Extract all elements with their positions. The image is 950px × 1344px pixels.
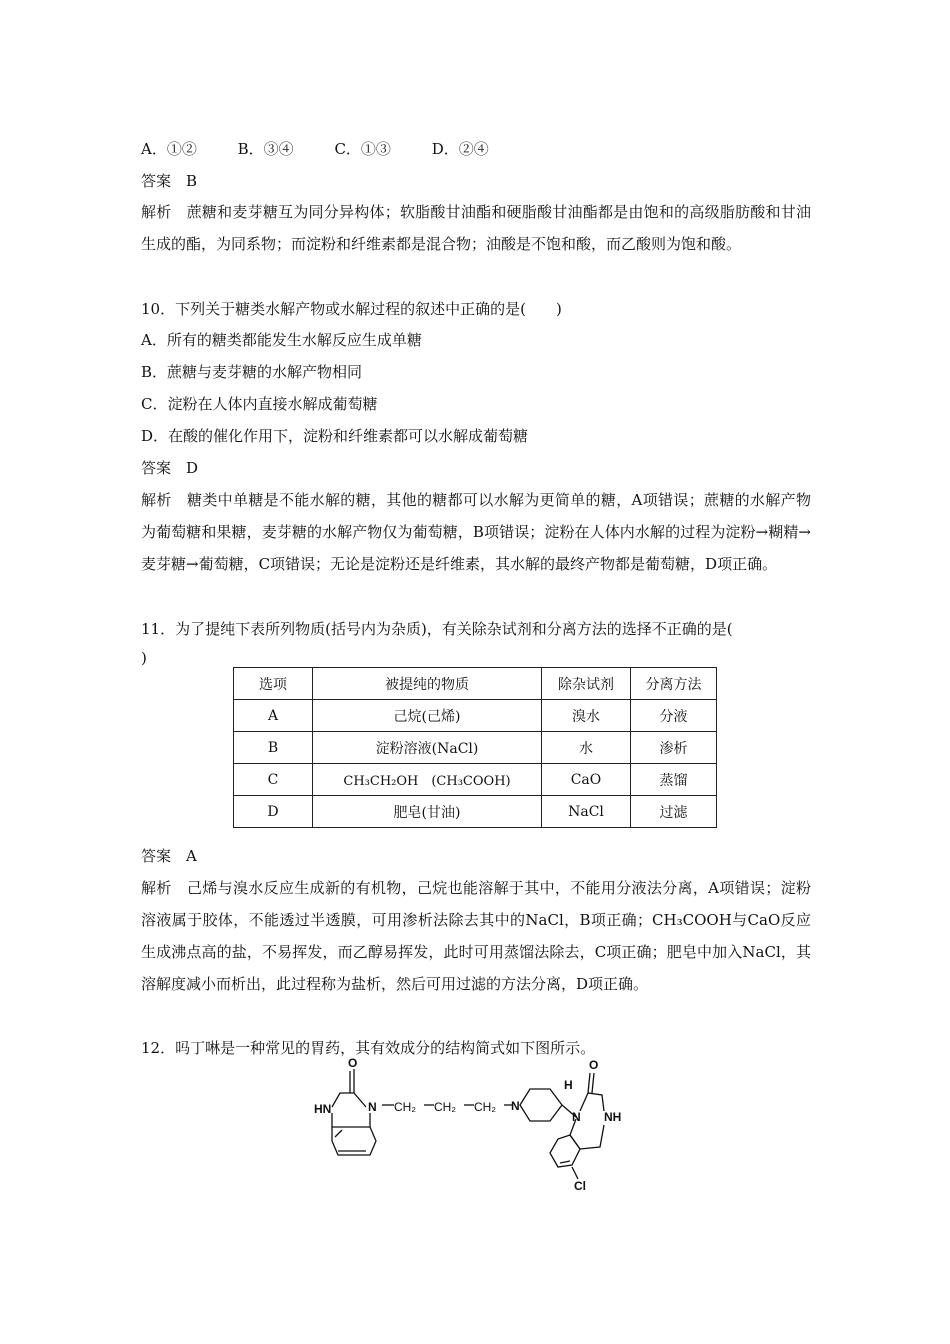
q9-answer [141,171,197,191]
q11-answer-value: A [186,847,197,865]
atom-label: O [589,1058,599,1072]
q10-option-a: A．所有的糖类都能发生水解反应生成单糖 [141,331,422,349]
q9-option-c: C．①③ [334,140,391,158]
q11-analysis-text: 己烯与溴水反应生成新的有机物，己烷也能溶解于其中，不能用分液法分离，A项错误；淀粉溶液属于胶体，不能透过半透膜，可用渗析法除去其中的NaCl，B项正确；CH₃COOH与CaO反应生成沸点高的盐，不易挥发，而乙醇易挥发，此时可用蒸馏法除去，C项正确；肥皂中加入NaCl，其溶解度减小而析出，此过程称为盐析，然后可用过滤的方法分离，D项正确。 [141,879,811,993]
table-cell: 过滤 [631,796,717,828]
q10-option-d: D．在酸的催化作用下，淀粉和纤维素都可以水解成葡萄糖 [141,427,529,445]
q11-stem-line1: 11．为了提纯下表所列物质(括号内为杂质)，有关除杂试剂和分离方法的选择不正确的是( [141,620,733,638]
q11-analysis-label: 解析 [141,879,172,897]
q10-analysis-label: 解析 [141,491,172,509]
table-cell: CaO [542,764,631,796]
q10-stem: 10．下列关于糖类水解产物或水解过程的叙述中正确的是( ) [141,300,562,318]
table-cell: B [234,732,313,764]
table-cell: CH₃CH₂OH (CH₃COOH) [313,764,542,796]
table-cell: 淀粉溶液(NaCl) [313,732,542,764]
q12-stem: 12．吗丁啉是一种常见的胃药，其有效成分的结构简式如下图所示。 [141,1039,596,1057]
q11-table [233,667,717,828]
table-row [234,764,717,796]
table-cell: 溴水 [542,700,631,732]
q9-answer-value: B [186,172,198,190]
table-cell: 水 [542,732,631,764]
table-cell: D [234,796,313,828]
table-row [234,732,717,764]
q11-answer-label: 答案 [141,847,172,865]
table-header-row [234,668,717,700]
table-cell: 渗析 [631,732,717,764]
q9-answer-label: 答案 [141,172,172,190]
q9-analysis-label: 解析 [141,203,172,221]
atom-label: H [564,1078,573,1092]
table-cell: NaCl [542,796,631,828]
atom-label: N [368,1100,377,1114]
q10-analysis [141,484,811,580]
table-cell: 肥皂(甘油) [313,796,542,828]
atom-label: N [511,1099,520,1113]
atom-label: CH₂ [474,1100,496,1114]
q9-option-a: A．①② [141,140,197,158]
q10-option-b: B．蔗糖与麦芽糖的水解产物相同 [141,363,363,381]
q10-option-c: C．淀粉在人体内直接水解成葡萄糖 [141,395,378,413]
atom-label: CH₂ [434,1100,456,1114]
table-header-cell: 分离方法 [631,668,717,700]
q10-answer-label: 答案 [141,459,172,477]
atom-label: O [348,1056,358,1070]
q10-answer [141,458,198,478]
atom-label: HN [314,1102,332,1116]
table-header-cell: 被提纯的物质 [313,668,542,700]
atom-label: N [572,1110,581,1124]
table-cell: 分液 [631,700,717,732]
table-header-cell: 除杂试剂 [542,668,631,700]
q9-analysis-text: 蔗糖和麦芽糖互为同分异构体；软脂酸甘油酯和硬脂酸甘油酯都是由饱和的高级脂肪酸和甘油生成的酯，为同系物；而淀粉和纤维素都是混合物；油酸是不饱和酸，而乙酸则为饱和酸。 [141,203,811,253]
table-row [234,700,717,732]
q10-analysis-text: 糖类中单糖是不能水解的糖，其他的糖都可以水解为更简单的糖，A项错误；蔗糖的水解产物为葡萄糖和果糖，麦芽糖的水解产物仅为葡萄糖，B项错误；淀粉在人体内水解的过程为淀粉→糊精→麦芽糖→葡萄糖，C项错误；无论是淀粉还是纤维素，其水解的最终产物都是葡萄糖，D项正确。 [141,491,811,573]
q10-answer-value: D [186,459,199,477]
q9-option-b: B．③④ [237,140,294,158]
domperidone-structure [310,1055,640,1195]
q11-answer [141,846,197,866]
table-header-cell: 选项 [234,668,313,700]
q11-analysis [141,872,811,1000]
table-cell: 蒸馏 [631,764,717,796]
q9-analysis [141,196,811,260]
q9-options [141,139,489,159]
table-row [234,796,717,828]
atom-label: NH [604,1110,622,1124]
table-cell: C [234,764,313,796]
q11-stem-line2: ) [141,649,147,667]
atom-label: CH₂ [394,1100,416,1114]
q9-option-d: D．②④ [431,140,489,158]
table-cell: 己烷(己烯) [313,700,542,732]
table-cell: A [234,700,313,732]
atom-label: Cl [574,1179,586,1193]
